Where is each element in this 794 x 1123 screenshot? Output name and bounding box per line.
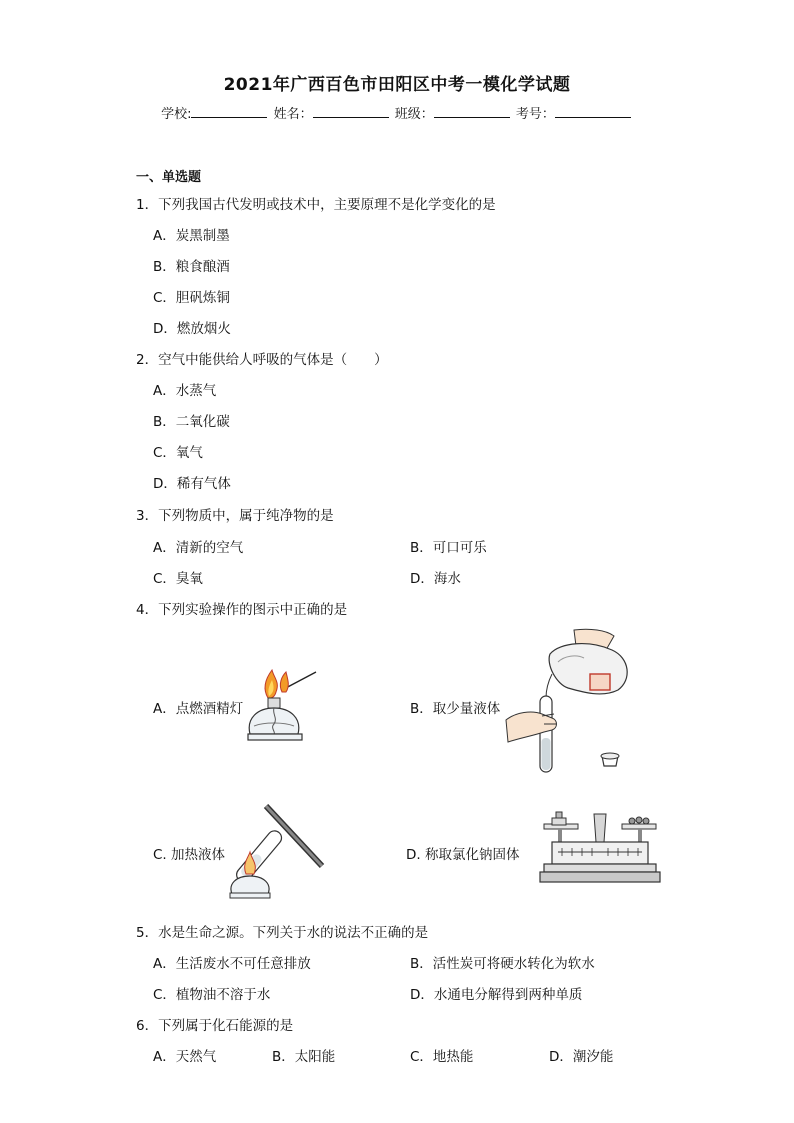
q5-option-a: A．生活废水不可任意排放: [153, 956, 311, 972]
q6-option-d: D．潮汐能: [549, 1049, 614, 1065]
q3-option-c: C．臭氧: [153, 571, 203, 587]
q6-option-c: C．地热能: [410, 1049, 474, 1065]
q4-option-d: D. 称取氯化钠固体: [406, 847, 520, 863]
section-heading: 一、单选题: [136, 170, 202, 185]
question-3-stem: 3．下列物质中，属于纯净物的是: [136, 508, 334, 524]
q1-option-d: D．燃放烟火: [153, 321, 231, 337]
q1-option-a: A．炭黑制墨: [153, 228, 230, 244]
name-blank: [313, 105, 389, 118]
q2-option-b: B．二氧化碳: [153, 414, 230, 430]
q2-option-c: C．氧气: [153, 445, 203, 461]
q5-option-d: D．水通电分解得到两种单质: [410, 987, 583, 1003]
exam-no-blank: [555, 105, 631, 118]
question-5-stem: 5．水是生命之源。下列关于水的说法不正确的是: [136, 925, 429, 941]
question-6-stem: 6．下列属于化石能源的是: [136, 1018, 294, 1034]
balance-scale-figure: [538, 810, 662, 888]
question-2-stem: 2．空气中能供给人呼吸的气体是（ ）: [136, 352, 388, 368]
q1-option-c: C．胆矾炼铜: [153, 290, 230, 306]
q4-option-a: A．点燃酒精灯: [153, 701, 244, 717]
name-label: 姓名：: [273, 107, 313, 122]
q5-option-c: C．植物油不溶于水: [153, 987, 271, 1003]
q5-option-b: B．活性炭可将硬水转化为软水: [410, 956, 595, 972]
q2-option-a: A．水蒸气: [153, 383, 217, 399]
q4-option-b: B．取少量液体: [410, 701, 501, 717]
q3-option-a: A．清新的空气: [153, 540, 244, 556]
question-1-stem: 1．下列我国古代发明或技术中，主要原理不是化学变化的是: [136, 197, 496, 213]
heating-test-tube-figure: [226, 804, 330, 900]
q3-option-b: B．可口可乐: [410, 540, 487, 556]
student-info-line: [0, 103, 794, 122]
school-label: 学校:: [161, 107, 192, 122]
class-label: 班级：: [394, 107, 434, 122]
page-title: 2021年广西百色市田阳区中考一模化学试题: [223, 75, 571, 95]
question-4-stem: 4．下列实验操作的图示中正确的是: [136, 602, 348, 618]
q6-option-b: B．太阳能: [272, 1049, 336, 1065]
q4-option-c: C. 加热液体: [153, 847, 226, 863]
class-blank: [434, 105, 510, 118]
q6-option-a: A．天然气: [153, 1049, 217, 1065]
test-tube-pouring-figure: [502, 628, 640, 776]
q1-option-b: B．粮食酿酒: [153, 259, 230, 275]
q2-option-d: D．稀有气体: [153, 476, 231, 492]
school-blank: [191, 105, 267, 118]
alcohol-lamp-figure: [244, 662, 320, 746]
q3-option-d: D．海水: [410, 571, 461, 587]
exam-no-label: 考号：: [515, 107, 555, 122]
